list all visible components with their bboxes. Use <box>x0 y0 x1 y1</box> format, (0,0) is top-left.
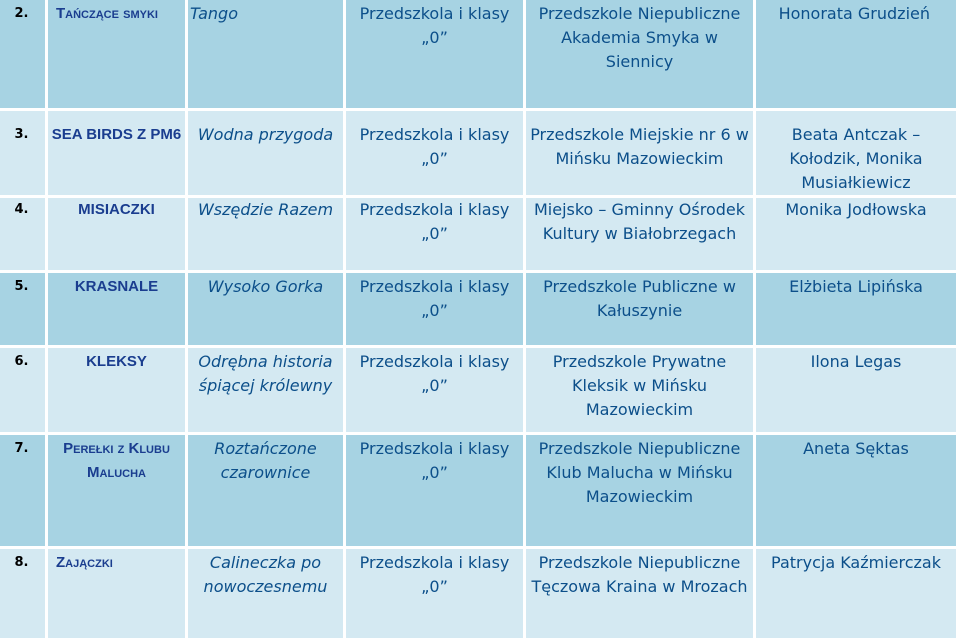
category: Przedszkola i klasy „0” <box>346 198 526 273</box>
performance-title: Wodna przygoda <box>188 111 346 198</box>
row-number: 7. <box>0 435 48 549</box>
table-row <box>0 0 959 111</box>
category: Przedszkola i klasy „0” <box>346 0 526 111</box>
table-row <box>0 549 959 641</box>
group-name: Tańczące smyki <box>48 0 188 111</box>
teacher: Monika Jodłowska <box>756 198 959 273</box>
row-number: 2. <box>0 0 48 111</box>
category: Przedszkola i klasy „0” <box>346 348 526 435</box>
group-name: Perełki z Klubu Malucha <box>48 435 188 549</box>
performance-title: Odrębna historia śpiącej królewny <box>188 348 346 435</box>
group-name: KRASNALE <box>48 273 188 348</box>
performance-title: Roztańczone czarownice <box>188 435 346 549</box>
table-row <box>0 198 959 273</box>
category: Przedszkola i klasy „0” <box>346 549 526 641</box>
institution: Przedszkole Niepubliczne Tęczowa Kraina w Mrozach <box>526 549 756 641</box>
teacher: Patrycja Kaźmierczak <box>756 549 959 641</box>
row-number: 8. <box>0 549 48 641</box>
performance-title: Wszędzie Razem <box>188 198 346 273</box>
institution: Miejsko – Gminny Ośrodek Kultury w Białobrzegach <box>526 198 756 273</box>
performance-title: Wysoko Gorka <box>188 273 346 348</box>
group-name: KLEKSY <box>48 348 188 435</box>
teacher: Beata Antczak – Kołodzik, Monika Musiałkiewicz <box>756 111 959 198</box>
performance-title: Calineczka po nowoczesnemu <box>188 549 346 641</box>
group-name: MISIACZKI <box>48 198 188 273</box>
performance-title: Tango <box>188 0 346 111</box>
teacher: Elżbieta Lipińska <box>756 273 959 348</box>
row-number: 5. <box>0 273 48 348</box>
institution: Przedszkole Miejskie nr 6 w Mińsku Mazowieckim <box>526 111 756 198</box>
row-number: 6. <box>0 348 48 435</box>
institution: Przedszkole Niepubliczne Klub Malucha w Mińsku Mazowieckim <box>526 435 756 549</box>
row-number: 4. <box>0 198 48 273</box>
table-row <box>0 435 959 549</box>
institution: Przedszkole Niepubliczne Akademia Smyka w Siennicy <box>526 0 756 111</box>
table-row <box>0 273 959 348</box>
row-number: 3. <box>0 111 48 198</box>
table-row <box>0 348 959 435</box>
institution: Przedszkole Publiczne w Kałuszynie <box>526 273 756 348</box>
teacher: Ilona Legas <box>756 348 959 435</box>
teacher: Aneta Sęktas <box>756 435 959 549</box>
teacher: Honorata Grudzień <box>756 0 959 111</box>
group-name: SEA BIRDS Z PM6 <box>48 111 188 198</box>
table-row <box>0 111 959 198</box>
category: Przedszkola i klasy „0” <box>346 435 526 549</box>
institution: Przedszkole Prywatne Kleksik w Mińsku Mazowieckim <box>526 348 756 435</box>
category: Przedszkola i klasy „0” <box>346 273 526 348</box>
category: Przedszkola i klasy „0” <box>346 111 526 198</box>
group-name: Zajączki <box>48 549 188 641</box>
